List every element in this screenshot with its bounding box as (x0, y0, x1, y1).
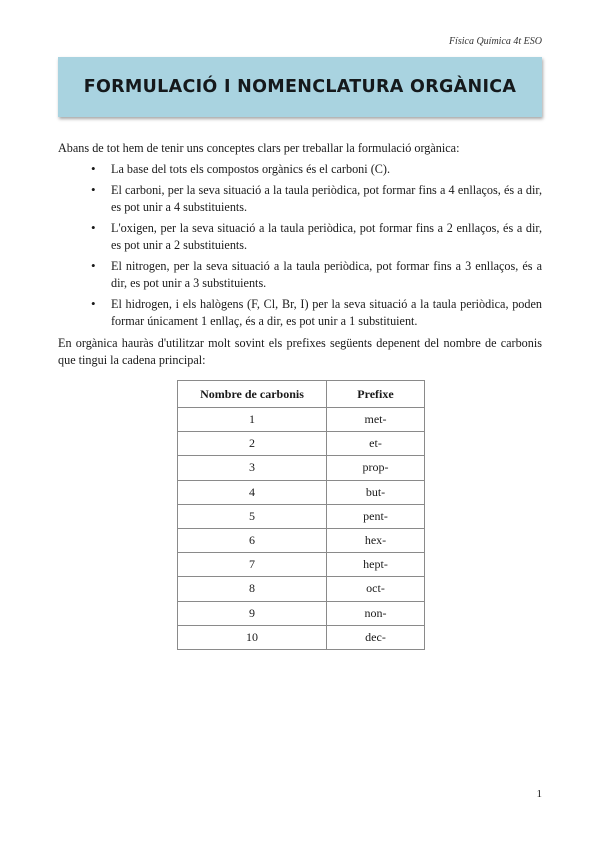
column-header-prefix: Prefixe (327, 381, 425, 408)
page-number: 1 (536, 788, 542, 800)
carbon-count-cell: 4 (178, 480, 327, 504)
carbon-count-cell: 7 (178, 553, 327, 577)
prefix-cell: prop- (327, 456, 425, 480)
prefix-cell: non- (327, 601, 425, 625)
prefix-cell: oct- (327, 577, 425, 601)
carbon-count-cell: 10 (178, 625, 327, 649)
table-row (178, 456, 425, 480)
list-item: • El nitrogen, per la seva situació a la taula periòdica, pot formar fins a 3 enllaços, és a dir, es pot unir a 3 substituients. (111, 258, 542, 291)
intro-paragraph: Abans de tot hem de tenir uns conceptes clars per treballar la formulació orgànica: (58, 141, 460, 155)
table-row (178, 577, 425, 601)
header-note: Física Química 4t ESO (448, 36, 542, 47)
table-row (178, 504, 425, 528)
carbon-count-cell: 1 (178, 408, 327, 432)
table-row (178, 528, 425, 552)
prefix-paragraph: En orgànica hauràs d'utilitzar molt sovint els prefixes següents depenent del nombre de carbonis que tingui la cadena principal: (58, 336, 542, 367)
prefix-table-wrapper (177, 380, 425, 650)
list-item: • La base del tots els compostos orgànics és el carboni (C). (111, 161, 542, 178)
table-row (178, 625, 425, 649)
prefix-cell: dec- (327, 625, 425, 649)
prefix-table (177, 380, 425, 650)
column-header-carbons: Nombre de carbonis (178, 381, 327, 408)
carbon-count-cell: 5 (178, 504, 327, 528)
prefix-cell: hept- (327, 553, 425, 577)
table-row (178, 432, 425, 456)
concepts-list (58, 161, 542, 330)
carbon-count-cell: 9 (178, 601, 327, 625)
prefix-cell: met- (327, 408, 425, 432)
page-title: FORMULACIÓ I NOMENCLATURA ORGÀNICA (83, 77, 517, 97)
list-item: • L'oxigen, per la seva situació a la taula periòdica, pot formar fins a 2 enllaços, és a dir, es pot unir a 2 substituients. (111, 220, 542, 253)
table-header-row (178, 381, 425, 408)
table-row (178, 601, 425, 625)
table-row (178, 480, 425, 504)
prefix-cell: et- (327, 432, 425, 456)
prefix-cell: hex- (327, 528, 425, 552)
content-body (58, 140, 542, 368)
carbon-count-cell: 2 (178, 432, 327, 456)
table-row (178, 408, 425, 432)
carbon-count-cell: 6 (178, 528, 327, 552)
carbon-count-cell: 3 (178, 456, 327, 480)
prefix-cell: pent- (327, 504, 425, 528)
carbon-count-cell: 8 (178, 577, 327, 601)
prefix-cell: but- (327, 480, 425, 504)
list-item: • El carboni, per la seva situació a la taula periòdica, pot formar fins a 4 enllaços, és a dir, es pot unir a 4 substituients. (111, 182, 542, 215)
title-banner (58, 57, 542, 117)
table-row (178, 553, 425, 577)
list-item: • El hidrogen, i els halògens (F, Cl, Br, I) per la seva situació a la taula periòdica, poden formar únicament 1 enllaç, és a dir, es pot unir a 1 substituient. (111, 296, 542, 329)
